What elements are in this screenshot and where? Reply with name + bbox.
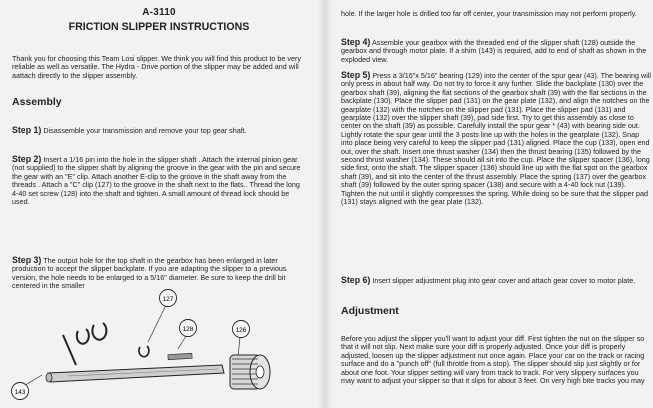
callout-128-label: 128 <box>182 326 194 333</box>
exploded-view-diagram <box>8 287 303 408</box>
step2-text: Insert a 1/16 pin into the hole in the slipper shaft . Attach the internal pinion gear (not supplied) to the slipper shaft by aligning the groove in the gear with the pin and secure the gear with an "E" clip. Attach another E-clip to the groove in the shaft away from the threads . Attach a "C" clip (127) to the groove in the shaft next to the flats.. Thread the long 4-40 set screw (128) into the shaft and tighten. A small amount of thread lock should be used. <box>12 155 301 207</box>
continued-paragraph: hole. If the larger hole is drilled too far off center, your transmission may not perform properly. <box>341 9 637 18</box>
step1-label: Step 1) <box>12 125 42 135</box>
c-clip-part <box>139 346 149 357</box>
adjustment-heading: Adjustment <box>341 305 399 317</box>
right-column <box>331 0 651 408</box>
callout-126 <box>233 321 250 338</box>
step5-text: Press a 3/16"x 5/16" bearing (129) into the center of the spur gear (43). The bearing will only press in about half way. Do not try to force it any further. Slide the backplate (130) over the gearbox shaft (39), aligning the flat sections of the gearbox shaft (39) with the flat sections in the backplate (130). Place the slipper pad (131) on the gear plate (132), and align the notches on the gearplate (132) with the notches on the slipper pad (131). Place the slipper pad (131) and gearplate (132) over the slipper shaft (39), pad side first. Try to get this assembly as close to center on the shaft (39) as possible. Carefully install the spur gear * (43) with bearing side out. Lightly rotate the spur gear until the 3 posts line up with the holes in the gearplate (132). Snap into place being very careful to keep the slipper pad (131) aligned. Place the cup (133), open end out, over the shaft. Insert one thrust washer (134) then the thrust bearing (135) followed by the second thrust washer (134). These should all sit into the cup. Place the slipper spacer (136), long side first, onto the shaft. The slipper spacer (136) should line up with the flat spot on the gearbox shaft (39), and sit into the center of the thrust assembly. Place the spring (137) over the gearbox shaft (39) followed by the outer spring spacer (138) and secure with a 4-40 lock nut (139). Tighten the nut until it slightly compresses the spring. While doing so be sure that the slipper pad (131) stays aligned with the gear plate (132). <box>341 71 651 207</box>
step3-text: The output hole for the top shaft in the gearbox has been enlarged in later production to accept the slipper backplate. If you are adapting the slipper to a previous version, the hole needs to be enlarged to a 5/16" diameter. Be sure to keep the drill bit centered in the smaller <box>12 256 287 291</box>
step2-paragraph <box>12 155 308 244</box>
doc-subtitle: FRICTION SLIPPER INSTRUCTIONS <box>68 21 250 33</box>
step4-paragraph <box>341 38 651 64</box>
step4-label: Step 4) <box>341 37 371 47</box>
e-clip-part <box>77 329 89 344</box>
pinion-gear-part <box>230 355 270 389</box>
step6-paragraph <box>341 276 651 285</box>
step4-text: Assemble your gearbox with the threaded end of the slipper shaft (128) outside the gearbox and through motor plate. If a shim (143) is required, add to end of shaft as shown in the exploded view. <box>341 38 647 64</box>
step1-paragraph <box>12 126 308 135</box>
step5-label: Step 5) <box>341 70 371 80</box>
callout-143-label: 143 <box>14 389 26 396</box>
step3-paragraph <box>12 256 308 291</box>
callout-143 <box>12 383 29 400</box>
callout-126-label: 126 <box>235 327 247 334</box>
set-screw-part <box>168 353 192 359</box>
left-column <box>0 0 318 408</box>
step6-text: Insert slipper adjustment plug into gear cover and attach gear cover to motor plate. <box>370 276 636 285</box>
assembly-heading: Assembly <box>12 96 62 108</box>
callout-128 <box>180 320 197 337</box>
step5-paragraph <box>341 71 651 207</box>
adjustment-paragraph: Before you adjust the slipper you'll want to adjust your diff. First tighten the nut on the slipper so that it will not slip. Next make sure your diff is properly adjusted. Once your diff is properly adjusted, loosen up the slipper adjustment nut once again. Place your car on the track or racing surface and do a "punch off" (full throttle from a stop). The slipper should slip just slightly or for about one foot. Your slipper setting will vary from track to track. For very slippery surfaces you may want to adjust your slipper so that it slips for about 3 feet. On very high bite tracks you may <box>341 334 645 386</box>
callout-127-label: 127 <box>162 296 174 303</box>
step1-text: Disassemble your transmission and remove your top gear shaft. <box>41 126 247 135</box>
callout-127 <box>160 290 177 307</box>
intro-paragraph: Thank you for choosing this Team Losi slipper. We think you will find this product to be very reliable as well as versatile. The Hydra - Drive portion of the slipper may be added and will aattach directly to the slipper assembly. <box>12 54 301 80</box>
slipper-shaft-part <box>46 365 224 382</box>
step2-label: Step 2) <box>12 155 42 164</box>
step6-label: Step 6) <box>341 275 371 285</box>
e-clip-part <box>92 323 106 340</box>
page-fold <box>318 0 331 408</box>
step3-label: Step 3) <box>12 255 42 265</box>
doc-title: A-3110 <box>142 7 176 18</box>
pin-part <box>63 335 76 365</box>
